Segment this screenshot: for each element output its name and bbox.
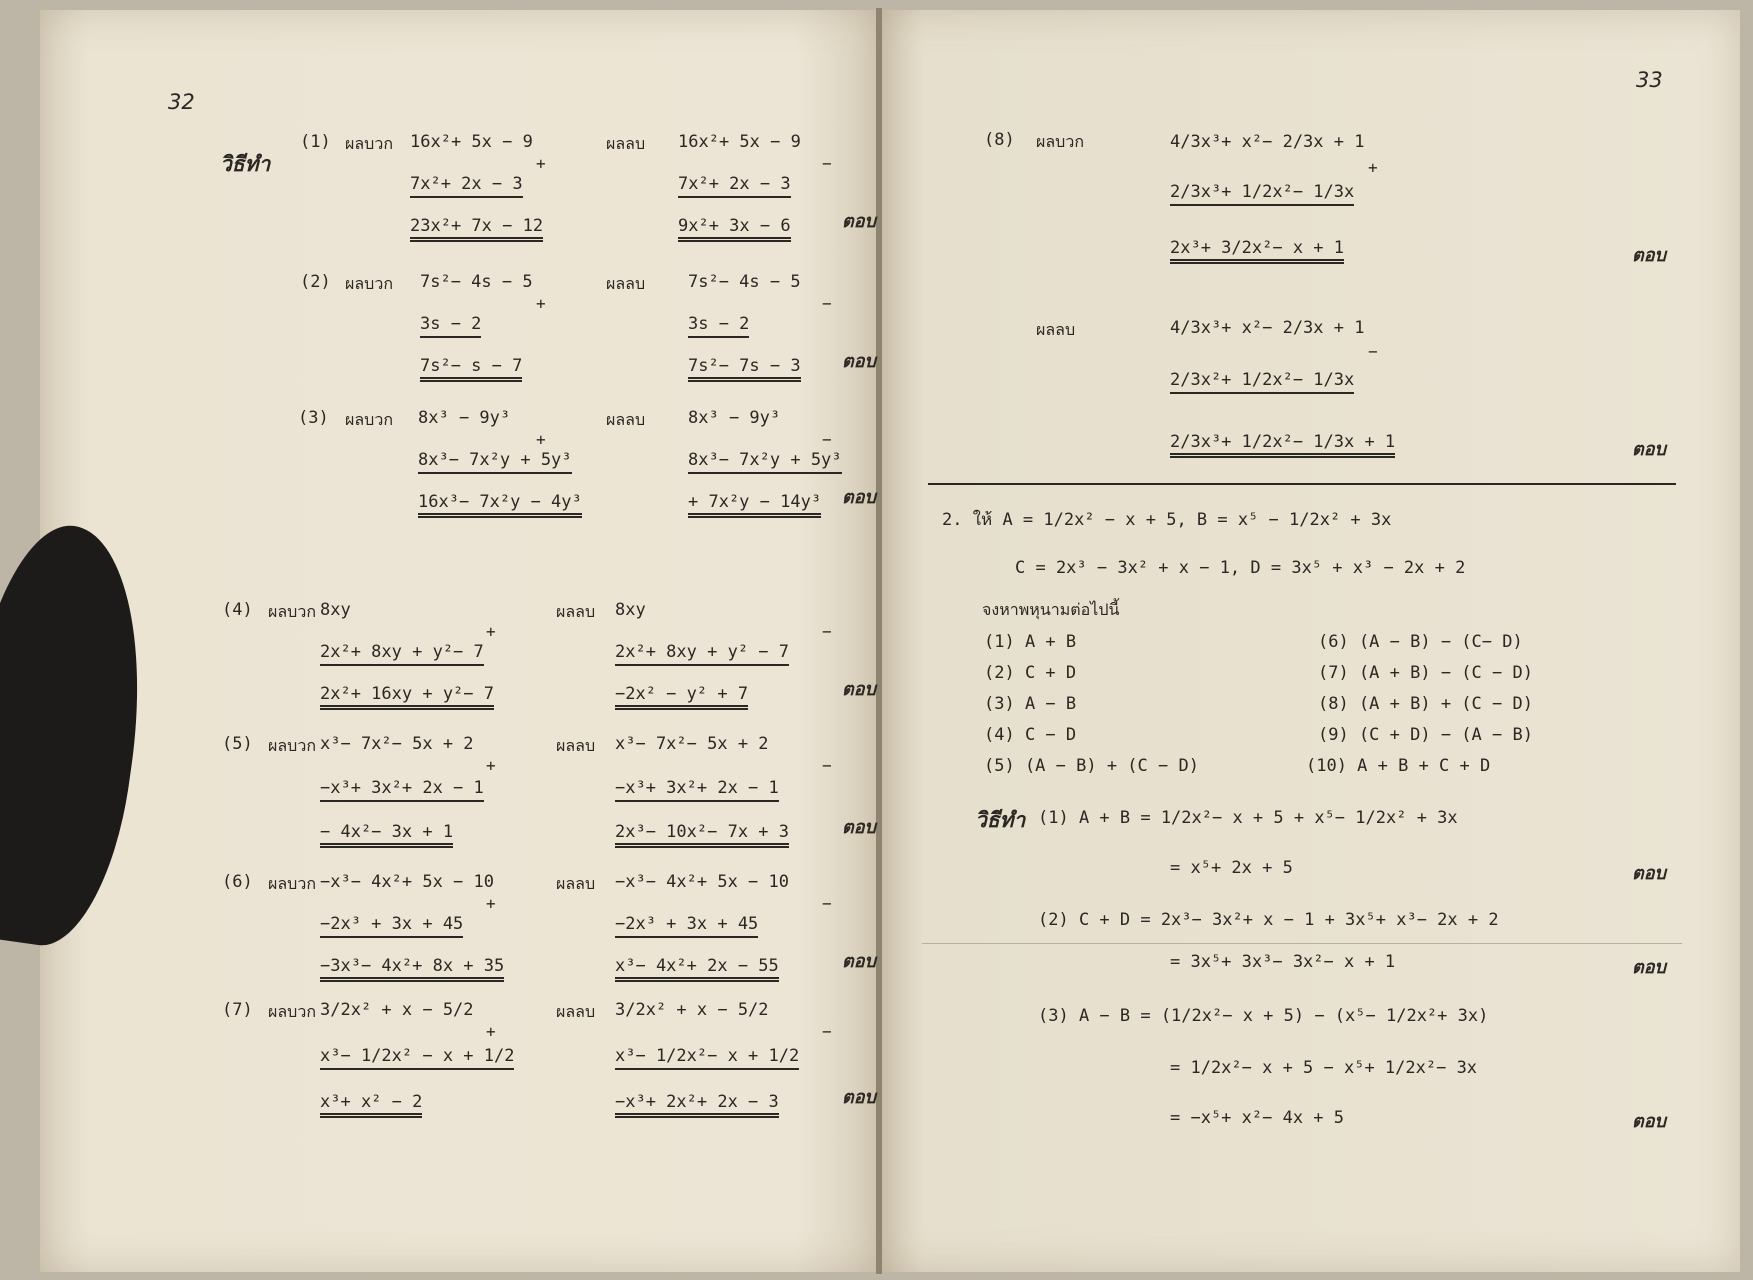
answer-label: ตอบ bbox=[1632, 863, 1666, 884]
add-line: 3/2x² + x − 5/2 bbox=[320, 1000, 474, 1020]
list-item: (5) (A − B) + (C − D) bbox=[984, 756, 1199, 776]
add-label: ผลบวก bbox=[268, 736, 317, 755]
p8-sub-result: 2/3x³+ 1/2x²− 1/3x + 1 bbox=[1170, 432, 1395, 458]
p8-sub-label: ผลลบ bbox=[1036, 320, 1076, 339]
add-label: ผลบวก bbox=[345, 134, 394, 153]
add-label: ผลบวก bbox=[345, 410, 394, 429]
book-spine bbox=[876, 8, 882, 1274]
list-item: (9) (C + D) − (A − B) bbox=[1318, 725, 1533, 745]
sub-line: −x³− 4x²+ 5x − 10 bbox=[615, 872, 789, 892]
problem-number: (3) bbox=[298, 408, 329, 428]
sub-result: 9x²+ 3x − 6 bbox=[678, 216, 791, 242]
add-label: ผลบวก bbox=[345, 274, 394, 293]
list-item: (6) (A − B) − (C− D) bbox=[1318, 632, 1523, 652]
solution-line: = x⁵+ 2x + 5 bbox=[1170, 858, 1293, 878]
solution-line: (2) C + D = 2x³− 3x²+ x − 1 + 3x⁵+ x³− 2x + 2 bbox=[1038, 910, 1499, 930]
answer-label: ตอบ bbox=[1632, 439, 1666, 460]
add-line: 2x²+ 8xy + y²− 7 bbox=[320, 642, 484, 666]
add-label: ผลบวก bbox=[268, 874, 317, 893]
plus-sign: + bbox=[536, 294, 546, 313]
plus-sign: + bbox=[486, 622, 496, 641]
sub-line: 8x³− 7x²y + 5y³ bbox=[688, 450, 842, 474]
solution-line: = 1/2x²− x + 5 − x⁵+ 1/2x²− 3x bbox=[1170, 1058, 1478, 1078]
add-result: x³+ x² − 2 bbox=[320, 1092, 422, 1118]
minus-sign: − bbox=[822, 1022, 832, 1041]
sub-line: 7s²− 4s − 5 bbox=[688, 272, 801, 292]
list-item: (3) A − B bbox=[984, 694, 1077, 714]
p8-sub-line1: 4/3x³+ x²− 2/3x + 1 bbox=[1170, 318, 1365, 338]
sub-line: 8x³ − 9y³ bbox=[688, 408, 781, 428]
q2-instruction: จงหาพหุนามต่อไปนี้ bbox=[982, 600, 1120, 619]
minus-sign: − bbox=[822, 894, 832, 913]
sub-label: ผลลบ bbox=[606, 274, 646, 293]
add-line: 3s − 2 bbox=[420, 314, 481, 338]
solution-line: = 3x⁵+ 3x³− 3x²− x + 1 bbox=[1170, 952, 1396, 972]
solution-line: (3) A − B = (1/2x²− x + 5) − (x⁵− 1/2x²+ 3x) bbox=[1038, 1006, 1489, 1026]
sub-result: 2x³− 10x²− 7x + 3 bbox=[615, 822, 789, 848]
add-result: −3x³− 4x²+ 8x + 35 bbox=[320, 956, 504, 982]
minus-sign: − bbox=[822, 622, 832, 641]
add-line: 16x²+ 5x − 9 bbox=[410, 132, 533, 152]
p8-number: (8) bbox=[984, 130, 1015, 150]
list-item: (2) C + D bbox=[984, 663, 1077, 683]
sub-line: −x³+ 3x²+ 2x − 1 bbox=[615, 778, 779, 802]
answer-label: ตอบ bbox=[1632, 957, 1666, 978]
sub-line: 3s − 2 bbox=[688, 314, 749, 338]
add-line: 8x³ − 9y³ bbox=[418, 408, 511, 428]
add-line: −x³− 4x²+ 5x − 10 bbox=[320, 872, 494, 892]
add-result: 7s²− s − 7 bbox=[420, 356, 522, 382]
sub-label: ผลลบ bbox=[556, 736, 596, 755]
add-line: 8xy bbox=[320, 600, 351, 620]
p8-add-line2: 2/3x³+ 1/2x²− 1/3x bbox=[1170, 182, 1354, 206]
problem-number: (2) bbox=[300, 272, 331, 292]
sub-label: ผลลบ bbox=[556, 602, 596, 621]
minus-sign: − bbox=[822, 756, 832, 775]
answer-label: ตอบ bbox=[842, 487, 876, 508]
p8-add-label: ผลบวก bbox=[1036, 132, 1085, 151]
add-line: 7x²+ 2x − 3 bbox=[410, 174, 523, 198]
answer-label: ตอบ bbox=[842, 1087, 876, 1108]
list-item: (7) (A + B) − (C − D) bbox=[1318, 663, 1533, 683]
plus-sign: + bbox=[486, 756, 496, 775]
sub-result: −2x² − y² + 7 bbox=[615, 684, 748, 710]
answer-label: ตอบ bbox=[842, 351, 876, 372]
left-page bbox=[40, 10, 880, 1272]
sub-line: x³− 7x²− 5x + 2 bbox=[615, 734, 769, 754]
sub-line: −2x³ + 3x + 45 bbox=[615, 914, 758, 938]
sub-label: ผลลบ bbox=[606, 134, 646, 153]
answer-label: ตอบ bbox=[1632, 1111, 1666, 1132]
add-line: −2x³ + 3x + 45 bbox=[320, 914, 463, 938]
sub-result: x³− 4x²+ 2x − 55 bbox=[615, 956, 779, 982]
plus-sign: + bbox=[1368, 158, 1378, 177]
problem-number: (5) bbox=[222, 734, 253, 754]
solution-label: วิธีทำ bbox=[220, 152, 271, 176]
sub-line: 3/2x² + x − 5/2 bbox=[615, 1000, 769, 1020]
solution-line: (1) A + B = 1/2x²− x + 5 + x⁵− 1/2x² + 3x bbox=[1038, 808, 1458, 828]
list-item: (8) (A + B) + (C − D) bbox=[1318, 694, 1533, 714]
sub-label: ผลลบ bbox=[556, 1002, 596, 1021]
add-result: 2x²+ 16xy + y²− 7 bbox=[320, 684, 494, 710]
add-line: 7s²− 4s − 5 bbox=[420, 272, 533, 292]
minus-sign: − bbox=[822, 430, 832, 449]
minus-sign: − bbox=[822, 154, 832, 173]
problem-number: (1) bbox=[300, 132, 331, 152]
faint-divider bbox=[922, 943, 1682, 944]
answer-label: ตอบ bbox=[1632, 245, 1666, 266]
p8-sub-line2: 2/3x²+ 1/2x²− 1/3x bbox=[1170, 370, 1354, 394]
problem-number: (4) bbox=[222, 600, 253, 620]
p8-add-result: 2x³+ 3/2x²− x + 1 bbox=[1170, 238, 1344, 264]
list-item: (1) A + B bbox=[984, 632, 1077, 652]
list-item: (4) C − D bbox=[984, 725, 1077, 745]
plus-sign: + bbox=[486, 1022, 496, 1041]
problem-number: (7) bbox=[222, 1000, 253, 1020]
sub-line: 8xy bbox=[615, 600, 646, 620]
add-label: ผลบวก bbox=[268, 602, 317, 621]
add-result: 16x³− 7x²y − 4y³ bbox=[418, 492, 582, 518]
answer-label: ตอบ bbox=[842, 951, 876, 972]
add-line: x³− 1/2x² − x + 1/2 bbox=[320, 1046, 514, 1070]
sub-result: 7s²− 7s − 3 bbox=[688, 356, 801, 382]
sub-result: −x³+ 2x²+ 2x − 3 bbox=[615, 1092, 779, 1118]
section-divider bbox=[928, 483, 1676, 485]
problem-number: (6) bbox=[222, 872, 253, 892]
p8-add-line1: 4/3x³+ x²− 2/3x + 1 bbox=[1170, 132, 1365, 152]
add-label: ผลบวก bbox=[268, 1002, 317, 1021]
plus-sign: + bbox=[536, 154, 546, 173]
sub-line: 16x²+ 5x − 9 bbox=[678, 132, 801, 152]
add-line: 8x³− 7x²y + 5y³ bbox=[418, 450, 572, 474]
add-result: − 4x²− 3x + 1 bbox=[320, 822, 453, 848]
q2-given-line1: 2. ให้ A = 1/2x² − x + 5, B = x⁵ − 1/2x² + 3x bbox=[942, 510, 1392, 530]
solution-label: วิธีทำ bbox=[975, 808, 1026, 832]
solution-line: = −x⁵+ x²− 4x + 5 bbox=[1170, 1108, 1344, 1128]
sub-line: 7x²+ 2x − 3 bbox=[678, 174, 791, 198]
sub-label: ผลลบ bbox=[556, 874, 596, 893]
sub-line: 2x²+ 8xy + y² − 7 bbox=[615, 642, 789, 666]
plus-sign: + bbox=[536, 430, 546, 449]
answer-label: ตอบ bbox=[842, 817, 876, 838]
add-line: −x³+ 3x²+ 2x − 1 bbox=[320, 778, 484, 802]
plus-sign: + bbox=[486, 894, 496, 913]
minus-sign: − bbox=[822, 294, 832, 313]
q2-given-line2: C = 2x³ − 3x² + x − 1, D = 3x⁵ + x³ − 2x + 2 bbox=[1015, 558, 1466, 578]
answer-label: ตอบ bbox=[842, 679, 876, 700]
sub-line: x³− 1/2x²− x + 1/2 bbox=[615, 1046, 799, 1070]
add-line: x³− 7x²− 5x + 2 bbox=[320, 734, 474, 754]
page-number-left: 32 bbox=[168, 90, 195, 114]
add-result: 23x²+ 7x − 12 bbox=[410, 216, 543, 242]
list-item: (10) A + B + C + D bbox=[1306, 756, 1491, 776]
sub-result: + 7x²y − 14y³ bbox=[688, 492, 821, 518]
answer-label: ตอบ bbox=[842, 211, 876, 232]
minus-sign: − bbox=[1368, 342, 1378, 361]
page-number-right: 33 bbox=[1636, 68, 1663, 92]
sub-label: ผลลบ bbox=[606, 410, 646, 429]
